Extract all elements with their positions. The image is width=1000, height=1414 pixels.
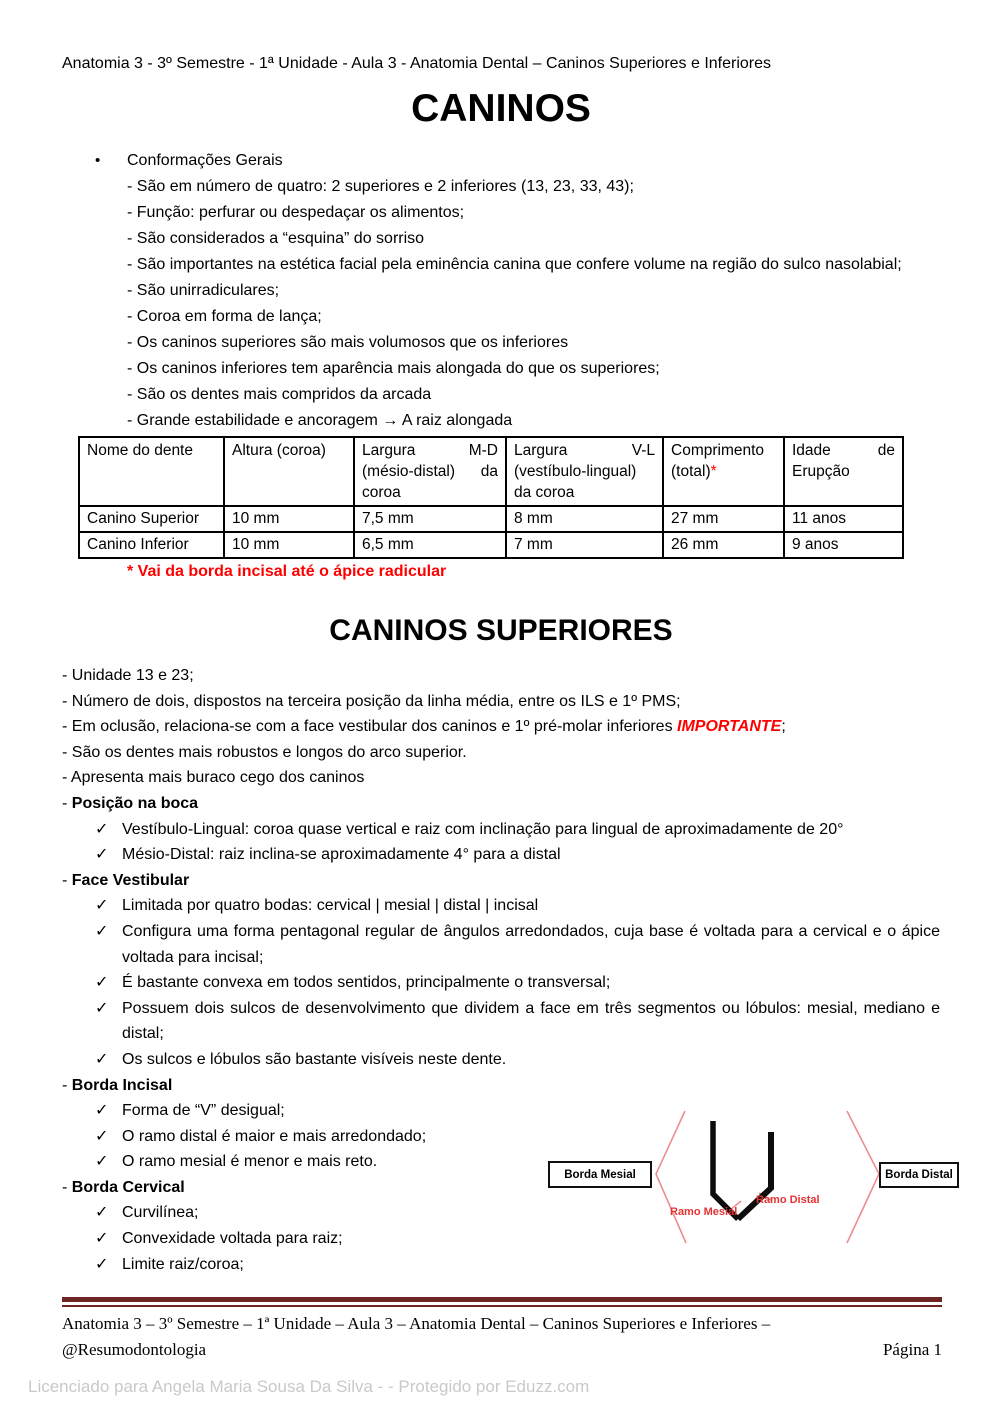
- check-icon: ✓: [95, 1153, 109, 1171]
- dimensions-table: [78, 436, 904, 559]
- list-item: - Os caninos superiores são mais volumosos que os inferiores: [127, 334, 569, 351]
- table-cell: 7,5 mm: [354, 506, 506, 532]
- list-item: - Os caninos inferiores tem aparência mais alongada do que os superiores;: [127, 360, 660, 377]
- list-item: - Em oclusão, relaciona-se com a face vestibular dos caninos e 1º pré-molar inferiores IMPORTANTE;: [62, 718, 786, 736]
- check-list-item: ✓ Vestíbulo-Lingual: coroa quase vertical e raiz com inclinação para lingual de aproximadamente de 20°: [62, 817, 940, 843]
- list-subheading: - Borda Incisal: [62, 1076, 173, 1094]
- check-icon: ✓: [95, 1204, 109, 1222]
- list-item: - Grande estabilidade e ancoragem → A raiz alongada: [127, 412, 513, 429]
- table-cell: 7 mm: [506, 532, 663, 558]
- callout-lines-right: [847, 1111, 879, 1243]
- v-mesial-arm: [713, 1121, 738, 1219]
- table-row: [79, 532, 903, 558]
- table-cell: 27 mm: [663, 506, 784, 532]
- check-list-item: ✓ Curvilínea;: [62, 1200, 940, 1226]
- check-list-item: ✓ Limitada por quatro bodas: cervical | mesial | distal | incisal: [62, 893, 940, 919]
- check-icon: ✓: [95, 1102, 109, 1120]
- section-title: CANINOS SUPERIORES: [329, 614, 673, 647]
- table-cell: 9 anos: [784, 532, 903, 558]
- check-icon: ✓: [95, 974, 109, 992]
- page-title: CANINOS: [411, 87, 591, 130]
- check-icon: ✓: [95, 1230, 109, 1248]
- table-cell: Canino Inferior: [79, 532, 224, 558]
- page-footer: [62, 1297, 942, 1363]
- check-icon: ✓: [95, 1255, 109, 1273]
- list-item: - Número de dois, dispostos na terceira posição da linha média, entre os ILS e 1º PMS;: [62, 692, 681, 710]
- callout-lines-left: [656, 1111, 686, 1243]
- check-list-item: ✓ O ramo distal é maior e mais arredondado;: [62, 1124, 940, 1150]
- ramo-mesial-label: Ramo Mesial: [670, 1206, 738, 1218]
- incisal-edge-diagram: [545, 1093, 965, 1273]
- list-item: - São unirradiculares;: [127, 282, 280, 299]
- general-heading-label: Conformações Gerais: [127, 152, 283, 169]
- check-list-item: ✓ Possuem dois sulcos de desenvolvimento que dividem a face em três segmentos ou lóbulos: mesial, mediano e distal;: [62, 996, 940, 1047]
- general-section-heading: [95, 148, 940, 174]
- check-list-item: ✓ Os sulcos e lóbulos são bastante visíveis neste dente.: [62, 1047, 940, 1073]
- column-header: Idade de Erupção: [784, 437, 903, 506]
- list-item: - São os dentes mais robustos e longos do arco superior.: [62, 743, 467, 761]
- list-item: - São considerados a “esquina” do sorriso: [127, 230, 425, 247]
- table-cell: Canino Superior: [79, 506, 224, 532]
- column-header: Largura M-D (mésio-distal) da coroa: [354, 437, 506, 506]
- list-subheading: - Posição na boca: [62, 794, 199, 812]
- check-list-item: ✓ Mésio-Distal: raiz inclina-se aproximadamente 4° para a distal: [62, 842, 940, 868]
- check-list-item: ✓ É bastante convexa em todos sentidos, principalmente o transversal;: [62, 970, 940, 996]
- table-row: [79, 506, 903, 532]
- list-item: - São os dentes mais compridos da arcada: [127, 386, 432, 403]
- important-highlight: IMPORTANTE: [677, 718, 782, 736]
- check-icon: ✓: [95, 897, 109, 915]
- list-item: - São importantes na estética facial pela eminência canina que confere volume na região do sulco nasolabial;: [127, 256, 902, 273]
- check-icon: ✓: [95, 846, 109, 864]
- check-list-item: ✓ O ramo mesial é menor e mais reto.: [62, 1149, 940, 1175]
- footer-handle: @Resumodontologia: [62, 1340, 207, 1359]
- check-list-item: ✓ Convexidade voltada para raiz;: [62, 1226, 940, 1252]
- license-watermark: Licenciado para Angela Maria Sousa Da Silva - - Protegido por Eduzz.com: [28, 1377, 590, 1396]
- bullet-icon: •: [95, 152, 101, 169]
- borda-distal-box: Borda Distal: [879, 1162, 959, 1188]
- column-header: Altura (coroa): [224, 437, 354, 506]
- check-list-item: ✓ Configura uma forma pentagonal regular de ângulos arredondados, cuja base é voltada para a cervical e o ápice voltada para incisal;: [62, 919, 940, 970]
- footer-text: [62, 1311, 942, 1363]
- check-icon: ✓: [95, 922, 109, 940]
- list-item: - Função: perfurar ou despedaçar os alimentos;: [127, 204, 465, 221]
- list-item: - Apresenta mais buraco cego dos caninos: [62, 769, 365, 787]
- document-header-line: Anatomia 3 - 3º Semestre - 1ª Unidade - Aula 3 - Anatomia Dental – Caninos Superiores e Inferiores: [62, 55, 772, 72]
- check-icon: ✓: [95, 1127, 109, 1145]
- check-list-item: ✓ Forma de “V” desigual;: [62, 1098, 940, 1124]
- list-item: - Coroa em forma de lança;: [127, 308, 322, 325]
- footer-rule: [62, 1297, 942, 1307]
- table-header-row: [79, 437, 903, 506]
- list-item: - São em número de quatro: 2 superiores e 2 inferiores (13, 23, 33, 43);: [127, 178, 634, 195]
- check-list-item: ✓ Limite raiz/coroa;: [62, 1252, 940, 1278]
- table-footnote: * Vai da borda incisal até o ápice radicular: [127, 563, 447, 580]
- table-cell: 8 mm: [506, 506, 663, 532]
- borda-mesial-box: Borda Mesial: [548, 1161, 652, 1188]
- list-subheading: - Borda Cervical: [62, 1178, 185, 1196]
- check-icon: ✓: [95, 1050, 109, 1068]
- list-item: - Unidade 13 e 23;: [62, 667, 194, 684]
- column-header: Comprimento (total)*: [663, 437, 784, 506]
- table-cell: 6,5 mm: [354, 532, 506, 558]
- check-icon: ✓: [95, 820, 109, 838]
- table-cell: 10 mm: [224, 506, 354, 532]
- general-list: [127, 174, 940, 434]
- page-number: Página 1: [882, 1340, 942, 1359]
- table-cell: 26 mm: [663, 532, 784, 558]
- list-subheading: - Face Vestibular: [62, 871, 190, 889]
- ramo-distal-label: Ramo Distal: [756, 1194, 820, 1206]
- column-header: Nome do dente: [79, 437, 224, 506]
- footer-line1: Anatomia 3 – 3º Semestre – 1ª Unidade – Aula 3 – Anatomia Dental – Caninos Superiores e Inferiores –: [62, 1314, 771, 1333]
- column-header: Largura V-L (vestíbulo-lingual) da coroa: [506, 437, 663, 506]
- check-icon: ✓: [95, 999, 109, 1017]
- table-cell: 10 mm: [224, 532, 354, 558]
- table-cell: 11 anos: [784, 506, 903, 532]
